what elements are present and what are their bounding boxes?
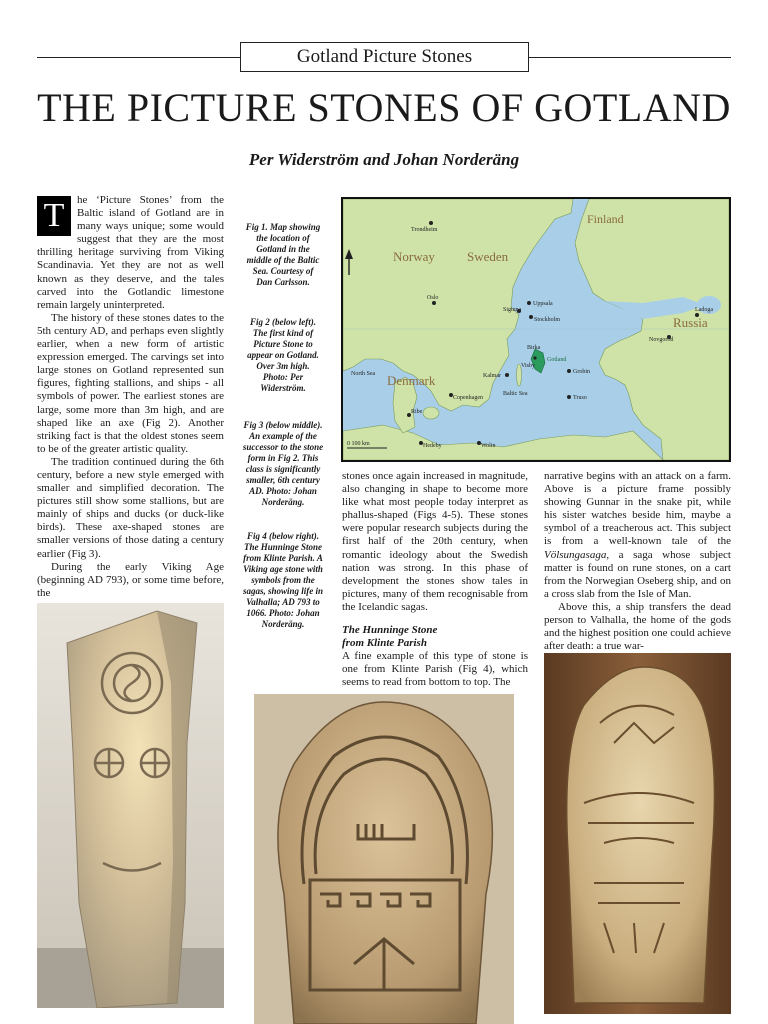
map-label-novgorod: Novgorod [649,337,674,343]
map-label-grobin: Grobin [573,369,590,375]
stone-illustration [37,603,224,1008]
body-column-3 [342,470,528,690]
map-label-oslo: Oslo [427,295,439,301]
text-span: narrative begins with an attack on a farm. Above is a picture frame possibly showing Gunnar in the snake pit, while his sister watches beside him, maybe a symbol of a treacherous act. This subject is from a well-known tale of the [544,470,731,548]
map-label-denmark: Denmark [387,373,436,388]
map-label-ladoga: Ladoga [695,307,713,313]
map-label-sigtuna: Sigtuna [503,307,522,313]
zealand-island [423,407,439,419]
article-byline: Per Widerström and Johan Norderäng [248,150,520,169]
map-label-uppsala: Uppsala [533,301,553,307]
caption-fig3: Fig 3 (below middle). An example of the successor to the stone form in Fig 2. This class is significantly smaller, 6th century AD. Photo: Johan Norderäng. [242,420,324,507]
paragraph: The tradition continued during the 6th century, before a new style emerged with smaller and simplified decoration. The pictures still show some stallions, but are mainly of ships and ducks (or duck-like birds). These axe-shaped stones are smaller versions of those dating a century earlier (Fig 3). [37,455,224,560]
map-label-truso: Truso [573,395,587,401]
map-figure [341,197,731,462]
map-label-gotland: Gotland [547,357,567,363]
map-label-russia: Russia [673,315,708,330]
map-label-ribe: Ribe [411,409,423,415]
header-rule-right [529,57,731,58]
map-label-sweden: Sweden [467,249,509,264]
baltic-map [343,199,729,460]
paragraph [544,470,731,601]
paragraph: During the early Viking Age (beginning AD 793), or some time before, the [37,560,224,599]
caption-fig4: Fig 4 (below right). The Hunninge Stone from Klinte Parish. A Viking age stone with symbols from the sagas, showing life in Valhalla; AD 793 to 1066. Photo: Johan Norderäng. [242,531,324,629]
map-label-kalmar: Kalmar [483,373,501,379]
map-label-stockholm: Stockholm [534,317,561,323]
caption-fig1: Fig 1. Map showing the location of Gotland in the middle of the Baltic Sea. Courtesy of Dan Carlsson. [245,222,321,287]
paragraph: stones once again increased in magnitude, also changing in shape to become more like what most people today interpret as phallus-shaped (Figs 4-5). These stones were popular research subjects during the first half of the 20th century, when romantic ideology about the Swedish nation was strong. In this phase of development the stones show tales in pictures, many of them recognisable from the Icelandic sagas. [342,470,528,613]
map-label-visby: Visby [521,363,535,369]
paragraph: Above this, a ship transfers the dead person to Valhalla, the home of the gods and the highest position one could achieve after death: a true war- [544,600,731,653]
paragraph: he ‘Picture Stones’ from the Baltic island of Gotland are in many ways unique; some would suggest that they are the most thrilling heritage surviving from Viking Scandinavia. Yet they are not as well known as they deserve, and the tales carved into the Gotlandic limestone remain largely uninterpreted. [37,194,224,311]
body-column-1 [37,194,224,600]
text-span: , a saga whose subject matter is found on rune stones, on a cart from the Norwegian Oseberg ship, and on a cross slab from the Isle of Man. [544,548,731,600]
drop-cap: T [37,196,71,236]
subhead-klinte: from Klinte Parish [342,637,427,650]
map-label-wolin: Wolin [481,443,496,449]
header-rule-left [37,57,240,58]
photo-fig2-stone [37,603,224,1008]
map-scale-label: 0 100 km [347,441,370,447]
map-label-finland: Finland [587,212,624,226]
paragraph: The history of these stones dates to the 5th century AD, and perhaps even slightly earlier, when a new form of artistic expression emerged. The carvings set into large stones on Gotland represented sun figures, fighting stallions, and ships - all symbols of power. The earliest stones are large, some more than 3m high, and are shaped like an axe (Fig 2). Another striking fact is that the oldest stones seem to be of the greater artistic quality. [37,311,224,455]
map-label-hedeby: Hedeby [423,443,442,449]
map-label-baltic-sea: Baltic Sea [503,391,528,397]
photo-fig3-stone [254,694,514,1024]
subhead-hunninge: The Hunninge Stone [342,624,438,637]
article-title: THE PICTURE STONES OF GOTLAND [37,85,731,130]
caption-fig2: Fig 2 (below left). The first kind of Picture Stone to appear on Gotland. Over 3m high. Photo: Per Widerström. [247,317,319,393]
paragraph: A fine example of this type of stone is one from Klinte Parish (Fig 4), which seems to read from bottom to top. The [342,650,528,689]
stone-illustration [544,653,731,1014]
map-label-north-sea: North Sea [351,371,376,377]
section-label: Gotland Picture Stones [240,42,529,72]
map-label-trondheim: Trondheim [411,227,438,233]
body-column-4 [544,470,731,653]
stone-illustration [254,694,514,1024]
map-label-copenhagen: Copenhagen [453,395,483,401]
saga-title: Völsungasaga [544,548,607,561]
map-label-birka: Birka [527,345,541,351]
photo-fig4-stone [544,653,731,1014]
map-label-norway: Norway [393,249,435,264]
